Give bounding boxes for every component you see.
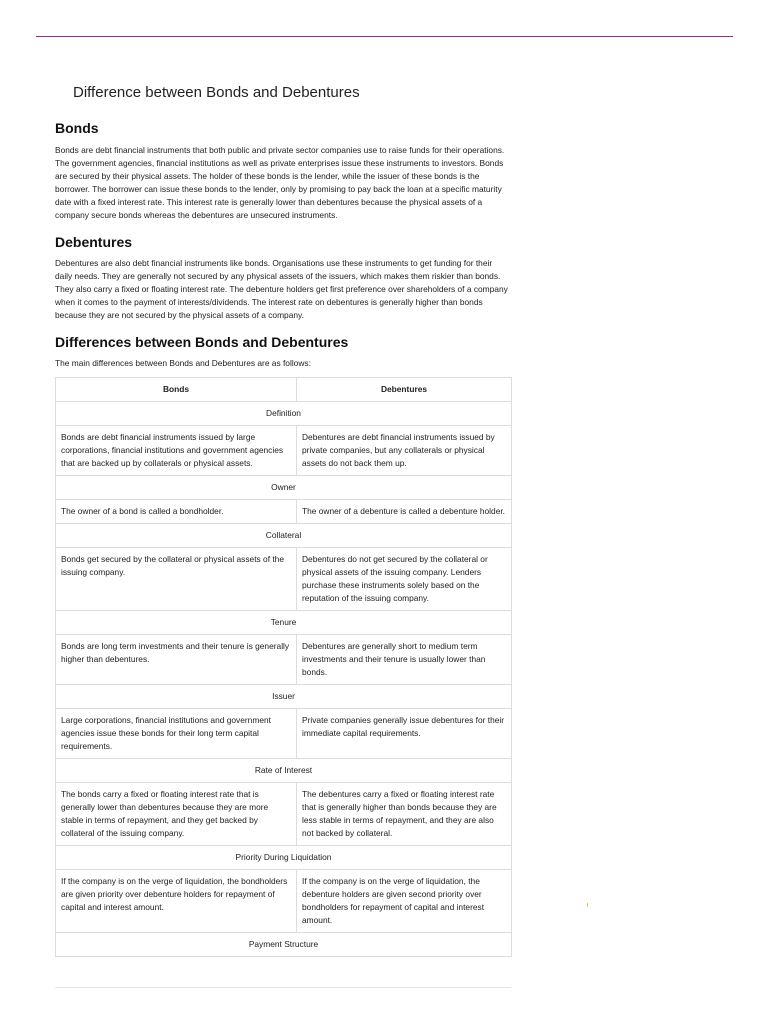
debentures-rate-of-interest: The debentures carry a fixed or floating interest rate that is generally higher than bonds because they are less stable in terms of repayment, and they are also not backed by collateral. xyxy=(297,783,512,846)
top-divider xyxy=(36,36,733,37)
debentures-priority: If the company is on the verge of liquidation, the debenture holders are given second priority over bondholders for repayment of capital and interest amount. xyxy=(297,870,512,933)
category-row xyxy=(56,402,512,426)
category-priority-during-liquidation: Priority During Liquidation xyxy=(56,846,512,870)
category-payment-structure: Payment Structure xyxy=(56,933,512,957)
table-row xyxy=(56,635,512,685)
category-owner: Owner xyxy=(56,476,512,500)
bonds-paragraph: Bonds are debt financial instruments that both public and private sector companies use to raise funds for their operations. The government agencies, financial institutions as well as private enterprises issue these instruments to investors. Bonds are secured by their physical assets. The holder of these bonds is the lender, while the issuer of these bonds is the borrower. The borrower can issue these bonds to the lender, only by promising to pay back the loan at a specific maturity date with a fixed interest rate. This interest rate is generally lower than debentures because the physical assets of a company secure bonds whereas the debentures are unsecured instruments. xyxy=(55,145,505,220)
bonds-tenure: Bonds are long term investments and their tenure is generally higher than debentures. xyxy=(56,635,297,685)
table-row xyxy=(56,500,512,524)
differences-heading: Differences between Bonds and Debentures xyxy=(55,334,349,350)
category-row xyxy=(56,933,512,957)
bottom-divider xyxy=(55,987,511,988)
category-issuer: Issuer xyxy=(56,685,512,709)
table-row xyxy=(56,783,512,846)
bonds-heading: Bonds xyxy=(55,120,99,136)
category-row xyxy=(56,846,512,870)
differences-intro: The main differences between Bonds and Debentures are as follows: xyxy=(55,358,311,368)
page-title: Difference between Bonds and Debentures xyxy=(73,84,360,101)
bonds-rate-of-interest: The bonds carry a fixed or floating interest rate that is generally lower than debentures because they are more stable in terms of repayment, and they get backed by collateral of the issuing company. xyxy=(56,783,297,846)
category-rate-of-interest: Rate of Interest xyxy=(56,759,512,783)
debentures-issuer: Private companies generally issue debentures for their immediate capital requirements. xyxy=(297,709,512,759)
category-row xyxy=(56,476,512,500)
debentures-owner: The owner of a debenture is called a debenture holder. xyxy=(297,500,512,524)
debentures-paragraph: Debentures are also debt financial instruments like bonds. Organisations use these instruments to get funding for their daily needs. They are generally not secured by any physical assets of the issuers, which makes them riskier than bonds. They also carry a fixed or floating interest rate. The debenture holders get first preference over shareholders of a company when it comes to the payment of interests/dividends. The interest rate on debentures is generally higher than bonds because they are not secured by the physical assets of a company. xyxy=(55,258,508,320)
category-collateral: Collateral xyxy=(56,524,512,548)
header-bonds: Bonds xyxy=(56,378,297,402)
debentures-definition: Debentures are debt financial instruments issued by private companies, but any collaterals or physical assets do not back them up. xyxy=(297,426,512,476)
category-row xyxy=(56,685,512,709)
category-row xyxy=(56,524,512,548)
debentures-tenure: Debentures are generally short to medium term investments and their tenure is usually lower than bonds. xyxy=(297,635,512,685)
debentures-heading: Debentures xyxy=(55,234,133,250)
category-tenure: Tenure xyxy=(56,611,512,635)
table-header-row xyxy=(56,378,512,402)
decorative-mark xyxy=(587,903,588,907)
debentures-collateral: Debentures do not get secured by the collateral or physical assets of the issuing company. Lenders purchase these instruments solely based on the reputation of the issuing company. xyxy=(297,548,512,611)
comparison-table xyxy=(55,377,512,957)
bonds-priority: If the company is on the verge of liquidation, the bondholders are given priority over debenture holders for repayment of capital and interest amount. xyxy=(56,870,297,933)
table-row xyxy=(56,426,512,476)
bonds-collateral: Bonds get secured by the collateral or physical assets of the issuing company. xyxy=(56,548,297,611)
bonds-issuer: Large corporations, financial institutions and government agencies issue these bonds for their long term capital requirements. xyxy=(56,709,297,759)
bonds-owner: The owner of a bond is called a bondholder. xyxy=(56,500,297,524)
table-row xyxy=(56,870,512,933)
header-debentures: Debentures xyxy=(297,378,512,402)
bonds-definition: Bonds are debt financial instruments issued by large corporations, financial institutions and government agencies that are backed up by collaterals or physical assets. xyxy=(56,426,297,476)
table-row xyxy=(56,548,512,611)
table-row xyxy=(56,709,512,759)
category-row xyxy=(56,611,512,635)
category-definition: Definition xyxy=(56,402,512,426)
category-row xyxy=(56,759,512,783)
